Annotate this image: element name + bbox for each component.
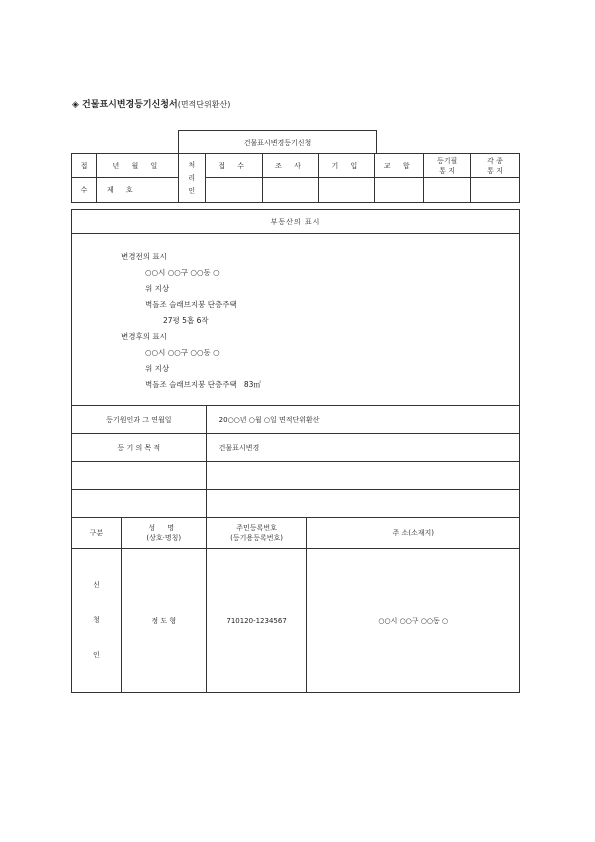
reception-header: [178, 130, 377, 154]
purpose-label: 등 기 의 목 적: [72, 434, 207, 462]
role-1: 신: [93, 581, 100, 589]
before-area: 27평 5홉 6작: [163, 316, 209, 325]
notice-complete-1: 등기필: [436, 156, 458, 165]
reception-number: 제 호: [96, 178, 178, 203]
reception-date: 년 월 일: [96, 154, 178, 178]
processing-1: 처: [188, 160, 196, 169]
blank-label-2: [72, 490, 207, 518]
cell-receive[interactable]: [205, 178, 262, 203]
col-entry: 기 입: [319, 154, 375, 178]
notice-complete-2: 통 지: [439, 166, 455, 175]
col-id-number: [206, 518, 307, 549]
before-lot: 위 지상: [145, 284, 170, 293]
before-label: 변경전의 표시: [121, 252, 167, 261]
after-label: 변경후의 표시: [121, 332, 167, 341]
property-heading-text: 부동산의 표시: [270, 217, 321, 226]
col-notice-various: [471, 154, 520, 178]
processing-label: [178, 154, 205, 203]
before-structure: 벽돌조 슬래브지붕 단층주택: [145, 300, 237, 309]
processing-3: 인: [188, 186, 196, 195]
col-verify: 교 합: [375, 154, 424, 178]
after-address: ○○시 ○○구 ○○동 ○: [145, 348, 220, 357]
applicant-id-number[interactable]: 710120-1234567: [206, 549, 307, 693]
col-inspect: 조 사: [262, 154, 319, 178]
col-notice-complete: [424, 154, 471, 178]
blank-label-1: [72, 462, 207, 490]
col-id-1: 주민등록번호: [236, 524, 277, 532]
after-structure: [145, 379, 261, 390]
reception-header-text: 건물표시변경등기신청: [243, 138, 312, 147]
cause-label: 등기원인과 그 연월일: [72, 406, 207, 434]
reception-su: 수: [72, 178, 97, 203]
cell-inspect[interactable]: [262, 178, 319, 203]
blank-value-1[interactable]: [206, 462, 519, 490]
blank-value-2[interactable]: [206, 490, 519, 518]
notice-various-1: 각 종: [487, 156, 503, 165]
title-subtitle: (면적단위환산): [177, 100, 231, 109]
role-3: 인: [93, 651, 100, 659]
property-heading: [71, 209, 520, 234]
applicant-name[interactable]: 정 도 형: [121, 549, 206, 693]
document-title: [72, 97, 230, 110]
cause-value[interactable]: 20○○년 ○월 ○일 면적단위환산: [206, 406, 519, 434]
reception-jeop: 접: [72, 154, 97, 178]
col-receive: 접 수: [205, 154, 262, 178]
after-structure-text: 벽돌조 슬래브지붕 단층주택: [145, 380, 237, 389]
after-lot: 위 지상: [145, 364, 170, 373]
title-text: ◈ 건물표시변경등기신청서: [72, 100, 178, 110]
col-id-2: (등기용등록번호): [230, 534, 283, 542]
role-2: 청: [93, 616, 100, 624]
applicant-table: [71, 517, 520, 693]
purpose-value[interactable]: 건물표시변경: [206, 434, 519, 462]
applicant-address[interactable]: ○○시 ○○구 ○○동 ○: [307, 549, 520, 693]
cell-verify[interactable]: [375, 178, 424, 203]
processing-2: 리: [188, 173, 196, 182]
col-name-1: 성 명: [148, 524, 180, 532]
col-name-2: (상호·명칭): [146, 534, 182, 542]
before-address: ○○시 ○○구 ○○동 ○: [145, 268, 220, 277]
applicant-role: [72, 549, 122, 693]
col-address: 주 소(소재지): [307, 518, 520, 549]
notice-various-2: 통 지: [487, 166, 503, 175]
property-section: [71, 209, 520, 406]
col-name: [121, 518, 206, 549]
reception-table: [71, 153, 520, 203]
after-area: 83㎡: [243, 380, 261, 389]
cell-notice-various[interactable]: [471, 178, 520, 203]
cell-entry[interactable]: [319, 178, 375, 203]
col-division: 구분: [72, 518, 122, 549]
cell-notice-complete[interactable]: [424, 178, 471, 203]
registration-table: [71, 405, 520, 518]
